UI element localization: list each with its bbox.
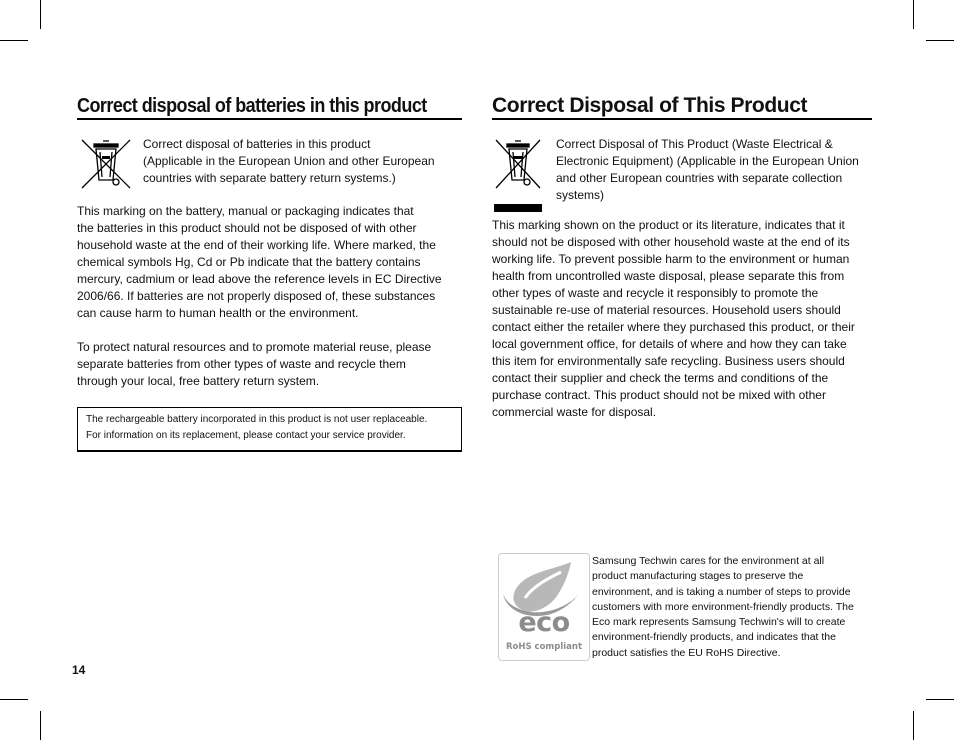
battery-paragraph-1: This marking on the battery, manual or packaging indicates that the batteries in this product should not be disposed of with other household waste at the end of their working life. Where marked, the chemical symbols Hg, Cd or Pb indicate that the battery contains mercury, cadmium or lead above the reference levels in EC Directive 2006/66. If batteries are not properly disposed of, these substances can cause harm to human health or the environment. bbox=[77, 204, 442, 320]
eco-logo-caption: RoHS compliant bbox=[505, 642, 583, 652]
crossed-out-bin-icon bbox=[78, 136, 134, 192]
heading-underline bbox=[77, 118, 462, 120]
crossed-out-bin-with-bar-icon bbox=[494, 136, 542, 212]
heading-underline bbox=[492, 118, 872, 120]
crop-mark bbox=[40, 0, 41, 29]
crop-mark bbox=[40, 711, 41, 740]
battery-paragraph-2: To protect natural resources and to promote material reuse, please separate batteries from other types of waste and recycle them through your local, free battery return system. bbox=[77, 340, 432, 388]
battery-disposal-heading: Correct disposal of batteries in this product bbox=[77, 95, 427, 117]
product-disposal-paragraph: This marking shown on the product or its literature, indicates that it should not be disposed with other household waste at the end of its working life. To prevent possible harm to the environment or human health from uncontrolled waste disposal, please separate this from other types of waste and recycle it responsibly to promote the sustainable re-use of material resources. Household users should contact either the retailer where they purchased this product, or their local government office, for details of where and how they can take this item for environmentally safe recycling. Business users should contact their supplier and check the terms and conditions of the purchase contract. This product should not be mixed with other commercial waste for disposal. bbox=[492, 218, 855, 419]
weee-icon-row bbox=[492, 136, 872, 212]
weee-icon-text: Correct Disposal of This Product (Waste Electrical & Electronic Equipment) (Applicable in the European Union and other European countries with separate collection systems) bbox=[556, 137, 859, 202]
replacement-notice-box: The rechargeable battery incorporated in this product is not user replaceable. For information on its replacement, please contact your service provider. bbox=[77, 407, 462, 452]
crop-mark bbox=[0, 699, 28, 700]
eco-rohs-logo bbox=[498, 553, 590, 661]
battery-icon-row bbox=[77, 136, 462, 192]
eco-description: Samsung Techwin cares for the environment at all product manufacturing stages to preserve the environment, and is taking a number of steps to provide customers with more environment-friendly products. The Eco mark represents Samsung Techwin's will to create environment-friendly products, and indicates that the product satisfies the EU RoHS Directive. bbox=[592, 555, 854, 659]
crop-mark bbox=[913, 0, 914, 29]
crop-mark bbox=[926, 699, 954, 700]
product-disposal-heading: Correct Disposal of This Product bbox=[492, 94, 808, 117]
battery-disposal-section bbox=[77, 94, 462, 452]
crop-mark bbox=[913, 711, 914, 740]
crop-mark bbox=[926, 40, 954, 41]
crop-mark bbox=[0, 40, 28, 41]
page-number: 14 bbox=[72, 663, 86, 677]
product-disposal-section bbox=[492, 94, 872, 421]
battery-icon-text: Correct disposal of batteries in this product (Applicable in the European Union and other European countries with separate battery return systems.) bbox=[143, 137, 435, 185]
eco-logo-word: eco bbox=[518, 607, 570, 638]
